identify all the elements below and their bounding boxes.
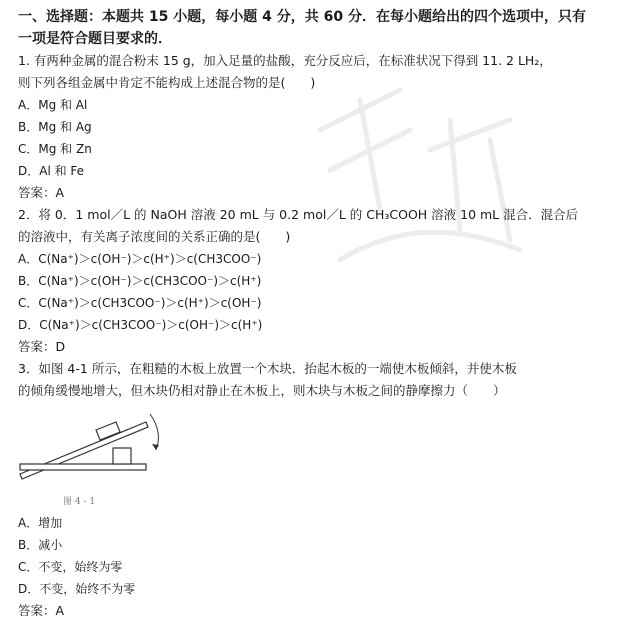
question-stem-line: 则下列各组金属中肯定不能构成上述混合物的是( ) bbox=[18, 75, 316, 90]
block-on-flat bbox=[113, 448, 131, 464]
question-stem-line: 的倾角缓慢地增大，但木块仍相对静止在木板上，则木块与木板之间的静摩擦力（ ） bbox=[18, 383, 506, 398]
question-stem-line: 2．将 0．1 mol／L 的 NaOH 溶液 20 mL 与 0.2 mol／L 的 CH₃COOH 溶液 10 mL 混合．混合后 bbox=[18, 207, 579, 222]
option-c: C．Mg 和 Zn bbox=[18, 142, 92, 156]
section-title-line-1: 一、选择题：本题共 15 小题，每小题 4 分，共 60 分．在每小题给出的四个选项中，只有 bbox=[18, 9, 586, 25]
option-b: B．Mg 和 Ag bbox=[18, 120, 92, 134]
option-c: C．C(Na⁺)＞c(CH3COO⁻)＞c(H⁺)＞c(OH⁻) bbox=[18, 296, 262, 310]
incline-figure bbox=[18, 402, 178, 512]
question-stem-line: 3．如图 4-1 所示，在粗糙的木板上放置一个木块．抬起木板的一端使木板倾斜，并使木板 bbox=[18, 361, 517, 376]
option-a: A．增加 bbox=[18, 516, 63, 530]
exam-document bbox=[18, 6, 618, 622]
incline-diagram bbox=[18, 402, 178, 502]
question-stem-line: 1. 有两种金属的混合粉末 15 g，加入足量的盐酸，充分反应后，在标准状况下得到 11. 2 LH₂， bbox=[18, 53, 552, 68]
question-stem-line: 的溶液中，有关离子浓度间的关系正确的是( ) bbox=[18, 229, 291, 244]
option-d: D．C(Na⁺)＞c(CH3COO⁻)＞c(OH⁻)＞c(H⁺) bbox=[18, 318, 263, 332]
option-b: B．C(Na⁺)＞c(OH⁻)＞c(CH3COO⁻)＞c(H⁺) bbox=[18, 274, 262, 288]
answer-text: 答案：A bbox=[18, 603, 65, 618]
flat-board bbox=[20, 464, 146, 470]
question-1 bbox=[18, 50, 618, 204]
answer-text: 答案：D bbox=[18, 339, 66, 354]
section-title-line-2: 一项是符合题目要求的． bbox=[18, 31, 172, 47]
option-a: A．Mg 和 Al bbox=[18, 98, 88, 112]
question-2 bbox=[18, 204, 618, 358]
option-d: D．不变，始终不为零 bbox=[18, 582, 136, 596]
question-3 bbox=[18, 358, 618, 622]
answer-text: 答案：A bbox=[18, 185, 65, 200]
arrow-head bbox=[152, 444, 159, 450]
option-c: C．不变，始终为零 bbox=[18, 560, 123, 574]
option-b: B．减小 bbox=[18, 538, 63, 552]
option-a: A．C(Na⁺)＞c(OH⁻)＞c(H⁺)＞c(CH3COO⁻) bbox=[18, 252, 262, 266]
option-d: D．Al 和 Fe bbox=[18, 164, 85, 178]
figure-caption: 图 4 - 1 bbox=[63, 497, 96, 507]
